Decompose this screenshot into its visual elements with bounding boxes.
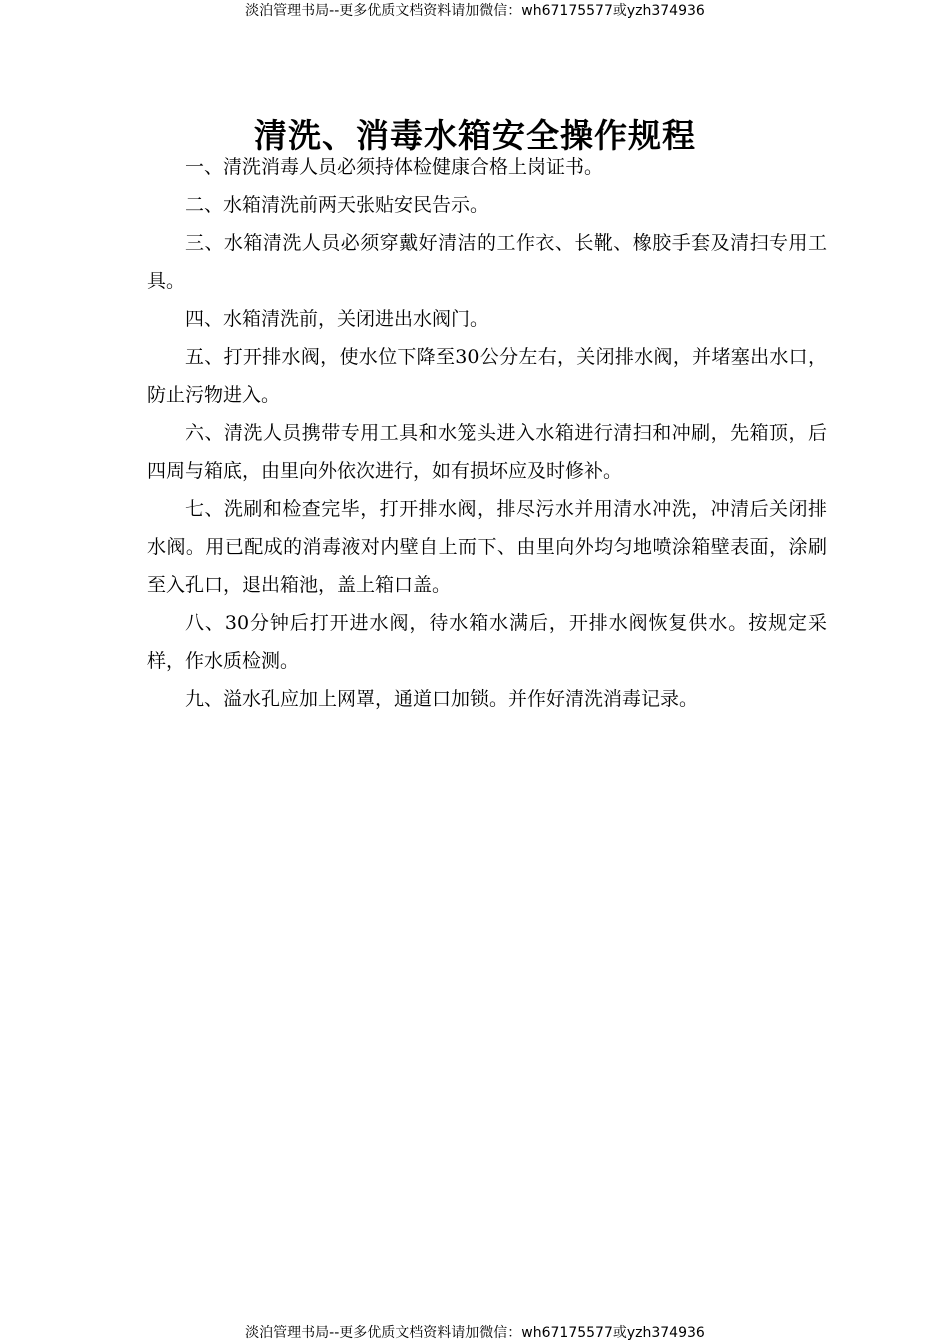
rule-item-3: 三、水箱清洗人员必须穿戴好清洁的工作衣、长靴、橡胶手套及清扫专用工具。	[147, 232, 827, 292]
rule-item-6: 六、清洗人员携带专用工具和水笼头进入水箱进行清扫和冲刷，先箱顶，后 四周与箱底，由里向外依次进行，如有损坏应及时修补。	[147, 422, 827, 482]
rule-item-4: 四、水箱清洗前，关闭进出水阀门。	[185, 308, 490, 330]
rule-item-8: 八、30分钟后打开进水阀，待水箱水满后，开排水阀恢复供水。按规定采样，作水质检测。	[147, 612, 827, 672]
rule-item-9: 九、溢水孔应加上网罩，通道口加锁。并作好清洗消毒记录。	[185, 688, 699, 710]
document-body	[147, 148, 827, 718]
document-title: 清洗、消毒水箱安全操作规程	[254, 116, 696, 156]
page-header: 淡泊管理书局--更多优质文档资料请加微信：wh67175577或yzh374936	[245, 3, 705, 19]
rule-item-5: 五、打开排水阀，使水位下降至30公分左右，关闭排水阀，并堵塞出水口， 防止污物进入。	[147, 346, 827, 406]
page-footer: 淡泊管理书局--更多优质文档资料请加微信：wh67175577或yzh374936	[245, 1325, 705, 1341]
rule-item-1: 一、清洗消毒人员必须持体检健康合格上岗证书。	[185, 156, 604, 178]
rule-item-7: 七、洗刷和检查完毕，打开排水阀，排尽污水并用清水冲洗，冲清后关闭排水阀。用已配成的消毒液对内壁自上而下、由里向外均匀地喷涂箱壁表面，涂刷 至入孔口，退出箱池，盖上箱口盖。	[147, 498, 827, 596]
rule-item-2: 二、水箱清洗前两天张贴安民告示。	[185, 194, 490, 216]
